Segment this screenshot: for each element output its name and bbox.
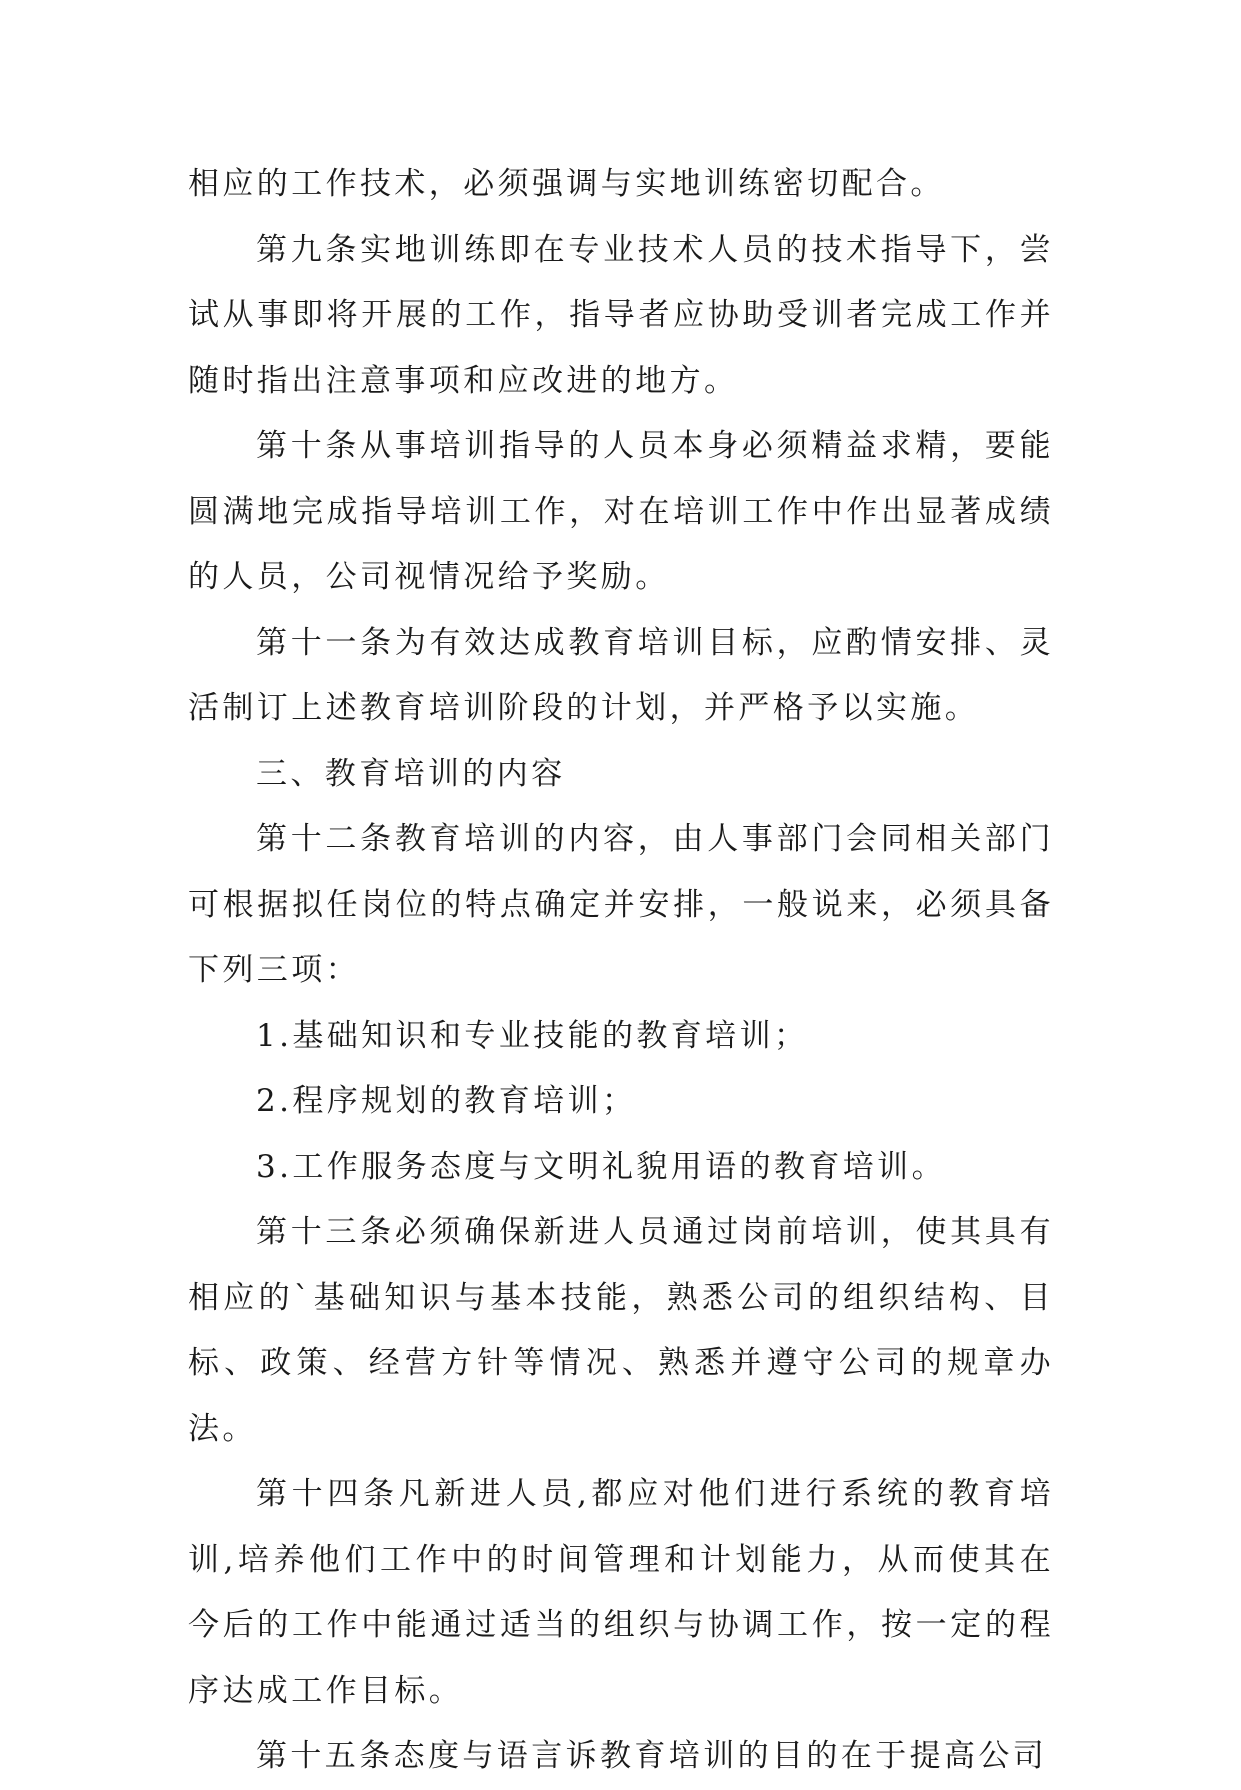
list-item-1: 1.基础知识和专业技能的教育培训； (256, 1017, 809, 1054)
paragraph: 相应的工作技术，必须强调与实地训练密切配合。 (188, 166, 945, 202)
paragraph-article-10: 第十条从事培训指导的人员本身必须精益求精，要能圆满地完成指导培训工作，对在培训工作中作出显著成绩的人员，公司视情况给予奖励。 (188, 428, 1054, 595)
list-item-3: 3.工作服务态度与文明礼貌用语的教育培训。 (256, 1148, 946, 1185)
paragraph-article-14: 第十四条凡新进人员,都应对他们进行系统的教育培训,培养他们工作中的时间管理和计划能力，从而使其在今后的工作中能通过适当的组织与协调工作，按一定的程序达成工作目标。 (188, 1476, 1054, 1709)
paragraph-article-9: 第九条实地训练即在专业技术人员的技术指导下，尝试从事即将开展的工作，指导者应协助受训者完成工作并随时指出注意事项和应改进的地方。 (188, 231, 1054, 399)
paragraph-article-12: 第十二条教育培训的内容，由人事部门会同相关部门可根据拟任岗位的特点确定并安排，一般说来，必须具备下列三项： (188, 821, 1054, 988)
paragraph-article-13: 第十三条必须确保新进人员通过岗前培训，使其具有相应的`基础知识与基本技能，熟悉公司的组织结构、目标、政策、经营方针等情况、熟悉并遵守公司的规章办法。 (188, 1214, 1054, 1447)
list-item-2: 2.程序规划的教育培训； (256, 1083, 637, 1119)
document-body (188, 152, 1054, 1790)
paragraph-article-15: 第十五条态度与语言诉教育培训的目的在于提高公司 (256, 1738, 1048, 1774)
paragraph-article-11: 第十一条为有效达成教育培训目标，应酌情安排、灵活制订上述教育培训阶段的计划，并严格予以实施。 (188, 624, 1054, 726)
section-heading: 三、教育培训的内容 (256, 755, 566, 792)
